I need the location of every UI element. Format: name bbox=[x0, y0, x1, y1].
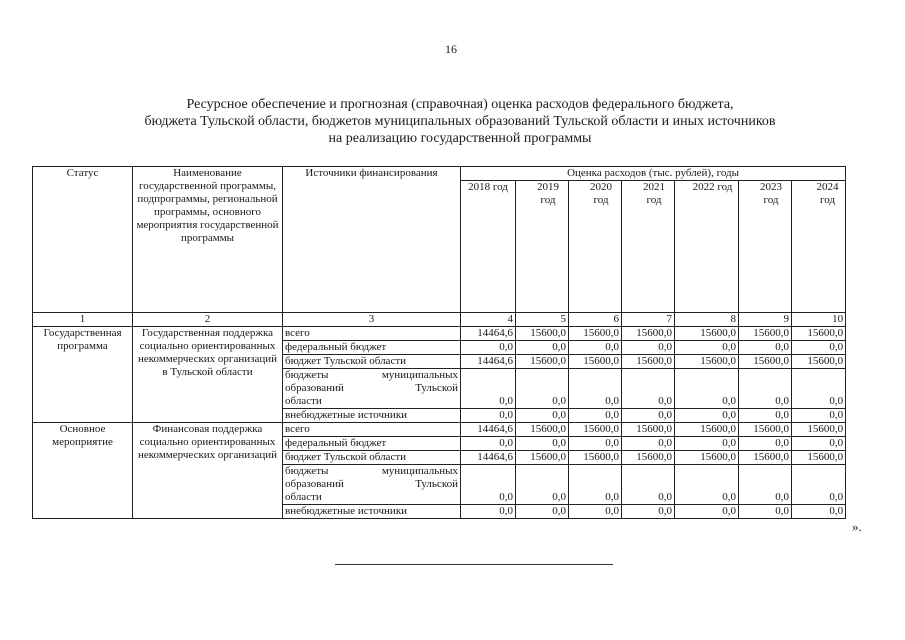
header-year: 2021 год bbox=[622, 181, 675, 313]
row-source-line: области bbox=[285, 491, 322, 503]
row-source: всего bbox=[283, 327, 461, 341]
column-number: 1 bbox=[33, 313, 133, 327]
row-value: 0,0 bbox=[569, 341, 622, 355]
row-value: 0,0 bbox=[792, 409, 846, 423]
row-value: 0,0 bbox=[739, 409, 792, 423]
row-value: 0,0 bbox=[516, 437, 569, 451]
row-value: 0,0 bbox=[792, 465, 846, 505]
row-value: 0,0 bbox=[569, 465, 622, 505]
row-value: 15600,0 bbox=[516, 423, 569, 437]
column-number: 7 bbox=[622, 313, 675, 327]
row-name: Государственная поддержка социально ориентированных некоммерческих организаций в Тульской области bbox=[133, 327, 283, 423]
row-value: 15600,0 bbox=[516, 355, 569, 369]
row-value: 0,0 bbox=[461, 505, 516, 519]
row-value: 15600,0 bbox=[675, 327, 739, 341]
row-value: 15600,0 bbox=[569, 355, 622, 369]
row-value: 0,0 bbox=[461, 437, 516, 451]
header-sources: Источники финансирования bbox=[283, 167, 461, 313]
row-value: 15600,0 bbox=[792, 451, 846, 465]
column-number: 8 bbox=[675, 313, 739, 327]
row-value: 0,0 bbox=[569, 437, 622, 451]
row-source: внебюджетные источники bbox=[283, 505, 461, 519]
row-value: 0,0 bbox=[739, 341, 792, 355]
row-value: 0,0 bbox=[622, 437, 675, 451]
row-value: 0,0 bbox=[516, 341, 569, 355]
row-value: 15600,0 bbox=[675, 451, 739, 465]
row-value: 0,0 bbox=[792, 437, 846, 451]
row-value: 0,0 bbox=[461, 341, 516, 355]
row-status: Государственная программа bbox=[33, 327, 133, 423]
row-source bbox=[283, 369, 461, 409]
row-value: 15600,0 bbox=[675, 423, 739, 437]
header-year: 2020 год bbox=[569, 181, 622, 313]
column-number: 6 bbox=[569, 313, 622, 327]
row-source-line: образований Тульской bbox=[285, 382, 458, 394]
row-value: 15600,0 bbox=[622, 423, 675, 437]
row-value: 14464,6 bbox=[461, 423, 516, 437]
row-value: 0,0 bbox=[792, 369, 846, 409]
document-title bbox=[60, 96, 860, 147]
row-value: 14464,6 bbox=[461, 327, 516, 341]
closing-quote: ». bbox=[852, 519, 862, 534]
title-line-3: на реализацию государственной программы bbox=[328, 131, 592, 146]
row-value: 15600,0 bbox=[516, 327, 569, 341]
row-source: федеральный бюджет bbox=[283, 437, 461, 451]
row-value: 15600,0 bbox=[739, 327, 792, 341]
column-numbers-row bbox=[33, 313, 846, 327]
row-source: бюджет Тульской области bbox=[283, 355, 461, 369]
header-name: Наименование государственной программы, подпрограммы, региональной программы, основного мероприятия государственной программы bbox=[133, 167, 283, 313]
row-source bbox=[283, 465, 461, 505]
row-value: 15600,0 bbox=[739, 423, 792, 437]
row-value: 15600,0 bbox=[792, 355, 846, 369]
row-value: 15600,0 bbox=[739, 451, 792, 465]
title-line-2: бюджета Тульской области, бюджетов муниципальных образований Тульской области и иных источников bbox=[144, 114, 776, 129]
row-source: всего bbox=[283, 423, 461, 437]
row-value: 14464,6 bbox=[461, 355, 516, 369]
row-source-line: бюджеты муниципальных bbox=[285, 369, 458, 381]
row-value: 0,0 bbox=[622, 505, 675, 519]
row-value: 0,0 bbox=[739, 465, 792, 505]
footer-rule bbox=[335, 564, 613, 565]
row-value: 0,0 bbox=[675, 341, 739, 355]
row-status: Основное мероприятие bbox=[33, 423, 133, 519]
row-value: 0,0 bbox=[461, 409, 516, 423]
row-value: 15600,0 bbox=[792, 423, 846, 437]
row-value: 15600,0 bbox=[516, 451, 569, 465]
page-number: 16 bbox=[445, 42, 457, 56]
row-source-line: бюджеты муниципальных bbox=[285, 465, 458, 477]
row-value: 0,0 bbox=[516, 409, 569, 423]
row-source: бюджет Тульской области bbox=[283, 451, 461, 465]
row-value: 0,0 bbox=[792, 341, 846, 355]
column-number: 4 bbox=[461, 313, 516, 327]
row-value: 0,0 bbox=[792, 505, 846, 519]
row-value: 14464,6 bbox=[461, 451, 516, 465]
column-number: 10 bbox=[792, 313, 846, 327]
title-line-1: Ресурсное обеспечение и прогнозная (справочная) оценка расходов федерального бюджета, bbox=[186, 97, 734, 112]
row-value: 15600,0 bbox=[569, 423, 622, 437]
row-source: внебюджетные источники bbox=[283, 409, 461, 423]
column-number: 9 bbox=[739, 313, 792, 327]
row-name: Финансовая поддержка социально ориентированных некоммерческих организаций bbox=[133, 423, 283, 519]
row-value: 15600,0 bbox=[792, 327, 846, 341]
budget-table bbox=[32, 166, 846, 519]
row-value: 0,0 bbox=[461, 369, 516, 409]
row-value: 0,0 bbox=[675, 437, 739, 451]
column-number: 5 bbox=[516, 313, 569, 327]
row-value: 15600,0 bbox=[569, 451, 622, 465]
row-value: 0,0 bbox=[675, 369, 739, 409]
row-source-line: области bbox=[285, 395, 322, 407]
header-year: 2022 год bbox=[675, 181, 739, 313]
column-number: 3 bbox=[283, 313, 461, 327]
row-value: 0,0 bbox=[569, 369, 622, 409]
row-value: 0,0 bbox=[675, 409, 739, 423]
row-value: 0,0 bbox=[461, 465, 516, 505]
header-year: 2024 год bbox=[792, 181, 846, 313]
row-value: 0,0 bbox=[569, 409, 622, 423]
row-value: 15600,0 bbox=[739, 355, 792, 369]
row-value: 0,0 bbox=[622, 409, 675, 423]
row-value: 0,0 bbox=[622, 465, 675, 505]
row-value: 15600,0 bbox=[675, 355, 739, 369]
row-value: 0,0 bbox=[622, 341, 675, 355]
row-value: 0,0 bbox=[739, 505, 792, 519]
column-number: 2 bbox=[133, 313, 283, 327]
header-status: Статус bbox=[33, 167, 133, 313]
row-value: 0,0 bbox=[675, 465, 739, 505]
row-value: 0,0 bbox=[739, 369, 792, 409]
row-value: 15600,0 bbox=[569, 327, 622, 341]
header-estimate: Оценка расходов (тыс. рублей), годы bbox=[461, 167, 846, 181]
table-row bbox=[33, 327, 846, 341]
row-value: 0,0 bbox=[516, 369, 569, 409]
row-value: 0,0 bbox=[622, 369, 675, 409]
row-value: 15600,0 bbox=[622, 355, 675, 369]
row-value: 0,0 bbox=[675, 505, 739, 519]
row-value: 0,0 bbox=[516, 505, 569, 519]
header-year: 2019 год bbox=[516, 181, 569, 313]
row-value: 0,0 bbox=[739, 437, 792, 451]
header-year: 2023 год bbox=[739, 181, 792, 313]
row-value: 0,0 bbox=[516, 465, 569, 505]
header-row bbox=[33, 167, 846, 181]
row-value: 15600,0 bbox=[622, 327, 675, 341]
row-value: 15600,0 bbox=[622, 451, 675, 465]
row-value: 0,0 bbox=[569, 505, 622, 519]
table-row bbox=[33, 423, 846, 437]
row-source: федеральный бюджет bbox=[283, 341, 461, 355]
header-year: 2018 год bbox=[461, 181, 516, 313]
row-source-line: образований Тульской bbox=[285, 478, 458, 490]
